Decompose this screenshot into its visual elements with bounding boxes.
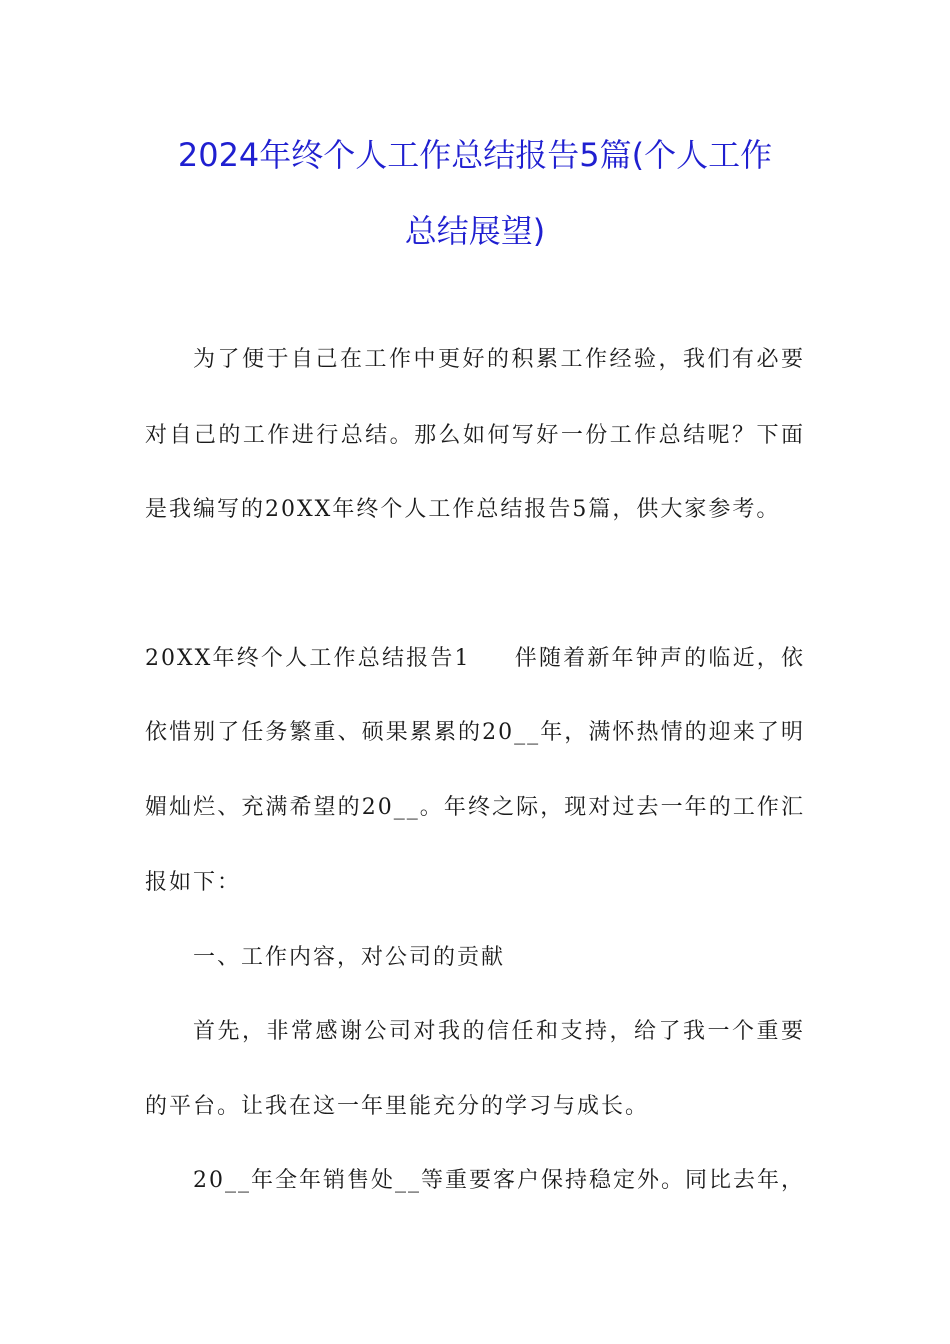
para2-line-2: 的平台。让我在这一年里能充分的学习与成长。 xyxy=(145,1094,650,1119)
para2-line-1: 首先，非常感谢公司对我的信任和支持，给了我一个重要 xyxy=(193,1019,805,1044)
para3-line-1: 20__年全年销售处__等重要客户保持稳定外。同比去年， xyxy=(193,1168,805,1193)
title-line-2: 总结展望) xyxy=(404,212,546,250)
intro-line-2: 对自己的工作进行总结。那么如何写好一份工作总结呢？下面 xyxy=(145,423,805,448)
section1-heading: 20XX年终个人工作总结报告1 xyxy=(145,646,471,671)
section1-line-2: 依惜别了任务繁重、硕果累累的20__年，满怀热情的迎来了明 xyxy=(145,720,805,745)
section1-line-3: 媚灿烂、充满希望的20__。年终之际，现对过去一年的工作汇 xyxy=(145,795,805,820)
section1-first-line xyxy=(145,644,805,674)
intro-line-3: 是我编写的20XX年终个人工作总结报告5篇，供大家参考。 xyxy=(145,497,781,522)
intro-line-1: 为了便于自己在工作中更好的积累工作经验，我们有必要 xyxy=(193,347,805,372)
document-title xyxy=(145,117,805,269)
title-line-1: 2024年终个人工作总结报告5篇(个人工作 xyxy=(177,136,773,174)
subheading: 一、工作内容，对公司的贡献 xyxy=(193,945,506,970)
section1-first-line-rest: 伴随着新年钟声的临近，依 xyxy=(514,646,805,671)
section1-line-4: 报如下： xyxy=(145,870,242,895)
